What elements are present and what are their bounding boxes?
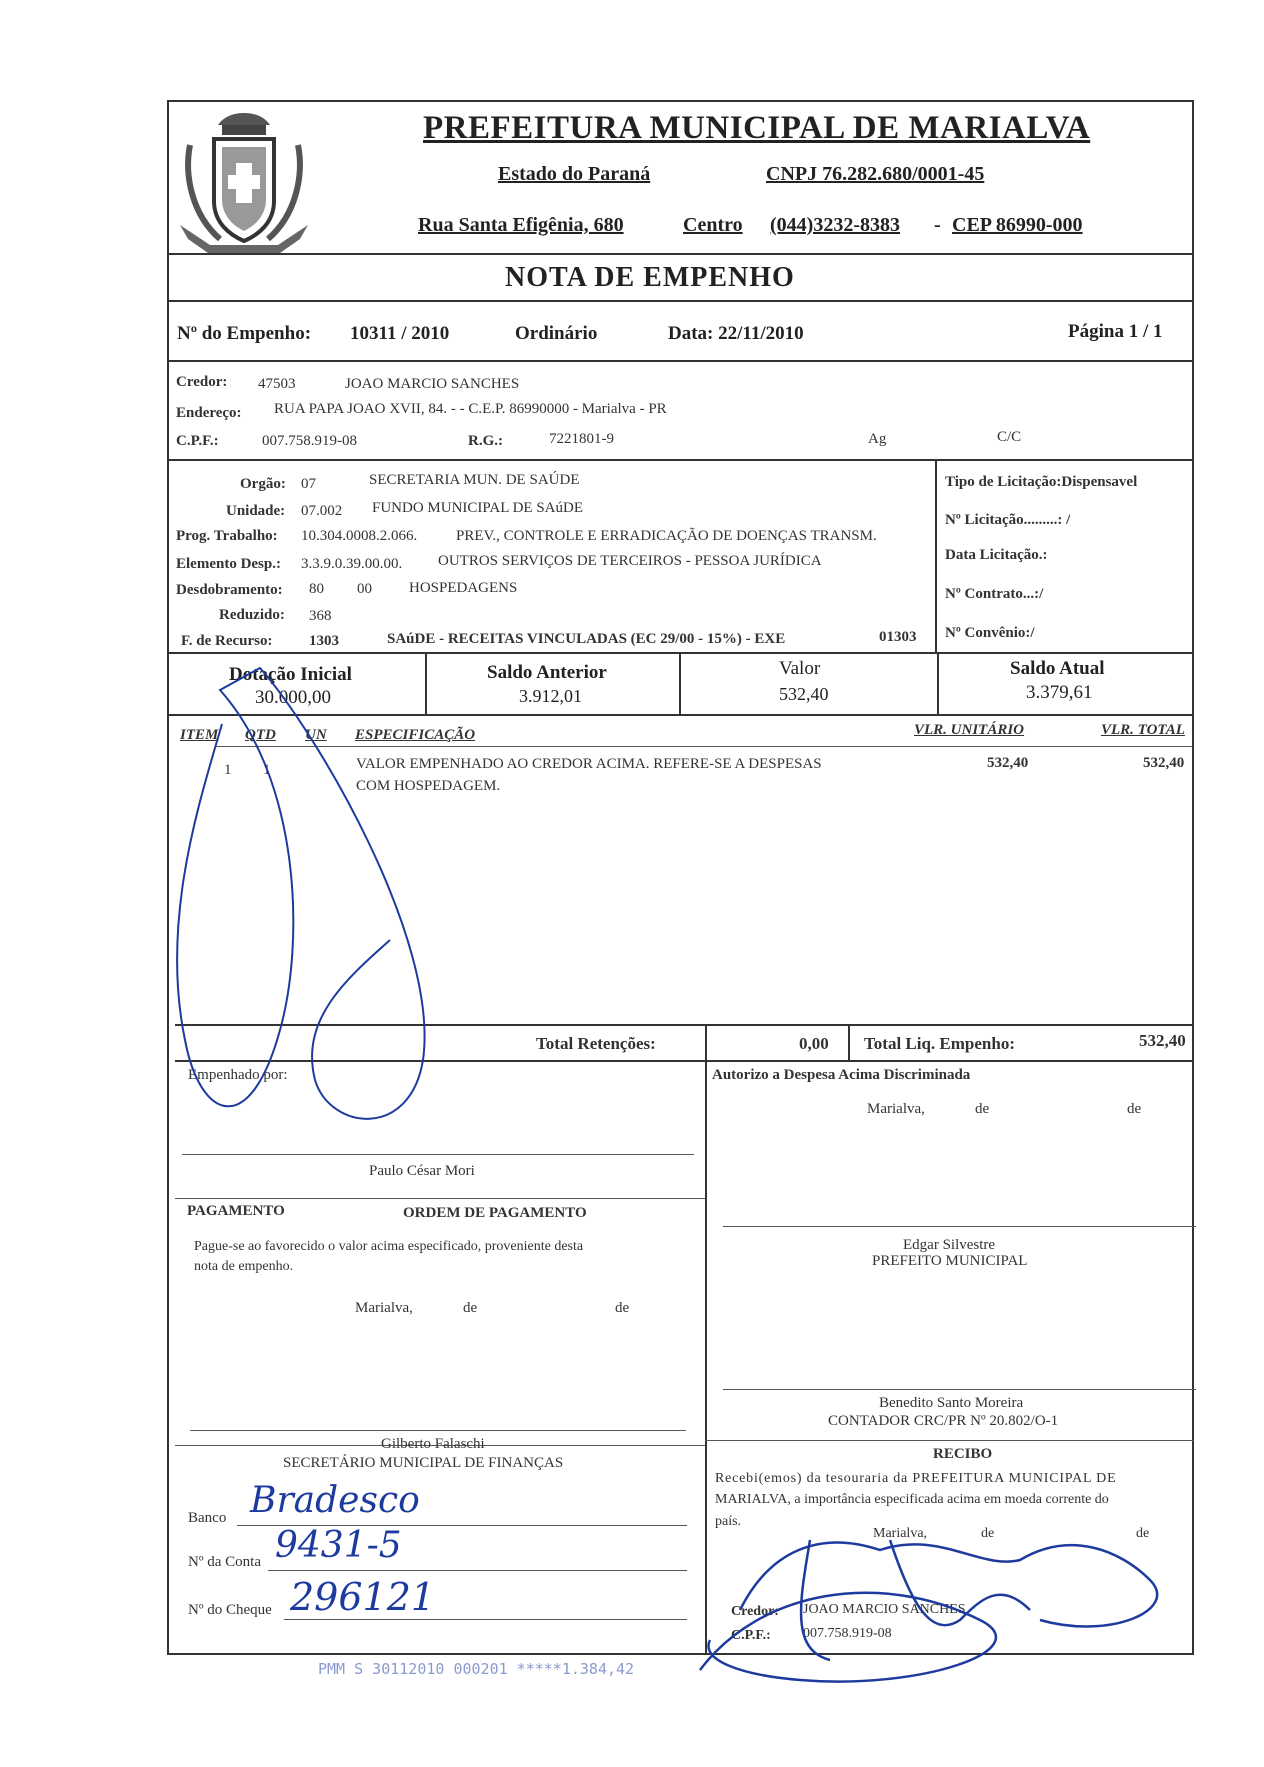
cheque-label: Nº do Cheque [188, 1602, 272, 1618]
prog-code: 10.304.0008.2.066. [301, 528, 418, 544]
credor-cpf-label: C.P.F.: [176, 433, 219, 449]
unidade-label: Unidade: [226, 503, 286, 519]
recibo-credor-label: Credor: [731, 1604, 779, 1619]
col-especificacao: ESPECIFICAÇÃO [355, 727, 476, 743]
credor-address: RUA PAPA JOAO XVII, 84. - - C.E.P. 86990000 - Marialva - PR [274, 401, 667, 417]
header-district: Centro [683, 214, 743, 236]
col-vlr-total: VLR. TOTAL [1101, 722, 1185, 738]
desdobramento-a: 80 [309, 581, 324, 597]
pen-check-mark [140, 640, 470, 1180]
totals-divider-1 [705, 1024, 707, 1060]
unidade-desc: FUNDO MUNICIPAL DE SAúDE [372, 500, 583, 516]
secretario-signature-line [190, 1430, 686, 1431]
recibo-line3: país. [715, 1514, 742, 1529]
numero-contrato: Nº Contrato...:/ [945, 586, 1044, 602]
header-cnpj: CNPJ 76.282.680/0001-45 [766, 163, 985, 185]
recurso-code-right: 01303 [879, 629, 917, 645]
cheque-line [284, 1619, 687, 1620]
rule-after-title [167, 300, 1194, 302]
credor-cc-label: C/C [997, 429, 1022, 445]
contador-role: CONTADOR CRC/PR Nº 20.802/O-1 [828, 1413, 1059, 1429]
rule-before-recibo [705, 1440, 1194, 1441]
desdobramento-label: Desdobramento: [176, 582, 283, 598]
recibo-title: RECIBO [933, 1446, 993, 1462]
empenhado-label: Empenhado por: [188, 1067, 288, 1083]
rule-after-header [167, 253, 1194, 255]
header-dash: - [934, 214, 941, 236]
header-cep: CEP 86990-000 [952, 214, 1083, 236]
rule-after-credor [167, 459, 1194, 461]
ordem-de-1: de [463, 1300, 478, 1316]
empenho-label: Nº do Empenho: [177, 323, 312, 344]
recibo-de-2: de [1136, 1526, 1150, 1541]
empenho-type: Ordinário [515, 323, 598, 344]
empenho-number: 10311 / 2010 [350, 323, 450, 344]
header-title: PREFEITURA MUNICIPAL DE MARIALVA [423, 110, 1091, 146]
prefeito-signature-line [723, 1226, 1196, 1227]
rule-after-empenhado [175, 1198, 705, 1199]
dotacao-inicial-value: 30.000,00 [255, 687, 331, 708]
total-retencoes-value: 0,00 [799, 1034, 829, 1053]
col-vlr-unitario: VLR. UNITÁRIO [914, 722, 1025, 738]
data-licitacao: Data Licitação.: [945, 547, 1048, 563]
reduzido-value: 368 [309, 608, 332, 624]
rule-after-empenho [167, 360, 1194, 362]
contador-name: Benedito Santo Moreira [879, 1395, 1024, 1411]
saldo-atual-value: 3.379,61 [1026, 682, 1093, 703]
pague-se-line1: Pague-se ao favorecido o valor acima especificado, proveniente desta [194, 1239, 584, 1254]
valor-label: Valor [779, 658, 821, 679]
autorizo-place: Marialva, [867, 1101, 925, 1117]
recurso-label: F. de Recurso: [181, 633, 273, 649]
pague-se-line2: nota de empenho. [194, 1259, 294, 1274]
reduzido-label: Reduzido: [219, 607, 285, 623]
licitacao-divider [935, 459, 937, 652]
item-spec-line2: COM HOSPEDAGEM. [356, 778, 501, 794]
credor-cpf: 007.758.919-08 [262, 433, 357, 449]
recibo-line1: Recebi(emos) da tesouraria da PREFEITURA MUNICIPAL DE [715, 1471, 1117, 1486]
saldo-divider-3 [937, 652, 939, 714]
orgao-code: 07 [301, 476, 316, 492]
recibo-cpf: 007.758.919-08 [803, 1626, 892, 1641]
empenho-date: Data: 22/11/2010 [668, 323, 804, 344]
dotacao-inicial-label: Dotação Inicial [229, 664, 352, 685]
header-phone: (044)3232-8383 [770, 214, 900, 236]
elemento-code: 3.3.9.0.39.00.00. [301, 556, 403, 572]
ordem-place: Marialva, [355, 1300, 413, 1316]
desdobramento-desc: HOSPEDAGENS [409, 580, 518, 596]
banco-handwritten: Bradesco [250, 1480, 420, 1521]
credor-name: JOAO MARCIO SANCHES [345, 376, 520, 392]
item-unit-value: 532,40 [987, 755, 1029, 771]
autorizo-de-1: de [975, 1101, 990, 1117]
credor-rg-label: R.G.: [468, 433, 503, 449]
autorizo-text: Autorizo a Despesa Acima Discriminada [712, 1067, 971, 1083]
item-qtd: 1 [263, 762, 271, 778]
credor-ag-label: Ag [868, 431, 887, 447]
desdobramento-b: 00 [357, 581, 372, 597]
saldo-divider-2 [679, 652, 681, 714]
unidade-code: 07.002 [301, 503, 343, 519]
col-un: UN [305, 727, 327, 743]
total-liquido-value: 532,40 [1139, 1031, 1186, 1050]
page-number: Página 1 / 1 [1068, 321, 1163, 342]
secretario-name: Gilberto Falaschi [381, 1436, 485, 1452]
conta-line [268, 1570, 687, 1571]
banco-label: Banco [188, 1510, 227, 1526]
credor-code: 47503 [258, 376, 296, 392]
ordem-pagamento-title: ORDEM DE PAGAMENTO [403, 1205, 587, 1221]
conta-handwritten: 9431-5 [275, 1525, 402, 1566]
empenhado-name: Paulo César Mori [369, 1163, 475, 1179]
credor-label: Credor: [176, 374, 228, 390]
saldo-anterior-label: Saldo Anterior [487, 662, 607, 683]
secretario-role: SECRETÁRIO MUNICIPAL DE FINANÇAS [283, 1455, 564, 1471]
totals-divider-2 [848, 1024, 850, 1060]
total-retencoes-label: Total Retenções: [536, 1034, 656, 1053]
pagamento-title: PAGAMENTO [187, 1203, 285, 1219]
credor-address-label: Endereço: [176, 405, 242, 421]
autorizo-de-2: de [1127, 1101, 1142, 1117]
prefeito-signature [680, 1490, 1220, 1690]
recibo-cpf-label: C.P.F.: [731, 1628, 771, 1643]
numero-licitacao: Nº Licitação.........: / [945, 512, 1071, 528]
orgao-label: Orgão: [240, 476, 286, 492]
recibo-de-1: de [981, 1526, 995, 1541]
recibo-line2: MARIALVA, a importância especificada acima em moeda corrente do [715, 1492, 1109, 1507]
payment-stamp: PMM S 30112010 000201 *****1.384,42 [318, 1660, 635, 1678]
numero-convenio: Nº Convênio:/ [945, 625, 1035, 641]
conta-label: Nº da Conta [188, 1554, 261, 1570]
document-title: NOTA DE EMPENHO [505, 262, 795, 293]
header-state: Estado do Paraná [498, 163, 651, 185]
orgao-desc: SECRETARIA MUN. DE SAÚDE [369, 472, 580, 488]
recurso-desc: SAúDE - RECEITAS VINCULADAS (EC 29/00 - 15%) - EXE [387, 631, 786, 647]
item-spec-line1: VALOR EMPENHADO AO CREDOR ACIMA. REFERE-SE A DESPESAS [356, 756, 822, 772]
total-liquido-label: Total Liq. Empenho: [864, 1034, 1015, 1053]
recibo-credor-name: JOAO MARCIO SANCHES [803, 1602, 966, 1617]
prog-desc: PREV., CONTROLE E ERRADICAÇÃO DE DOENÇAS TRANSM. [456, 528, 877, 544]
prog-label: Prog. Trabalho: [176, 528, 278, 544]
credor-rg: 7221801-9 [549, 431, 614, 447]
cheque-handwritten: 296121 [290, 1575, 436, 1619]
recurso-code: 1303 [309, 633, 339, 649]
saldo-anterior-value: 3.912,01 [519, 686, 582, 706]
valor-value: 532,40 [779, 684, 829, 704]
prefeito-name: Edgar Silvestre [903, 1237, 996, 1253]
header-address: Rua Santa Efigênia, 680 [418, 214, 624, 236]
contador-signature-line [723, 1389, 1196, 1390]
item-number: 1 [224, 762, 232, 778]
col-qtd: QTD [245, 727, 276, 743]
tipo-licitacao: Tipo de Licitação:Dispensavel [945, 474, 1138, 490]
ordem-de-2: de [615, 1300, 630, 1316]
elemento-label: Elemento Desp.: [176, 556, 281, 572]
recibo-place: Marialva, [873, 1526, 928, 1541]
elemento-desc: OUTROS SERVIÇOS DE TERCEIROS - PESSOA JURÍDICA [438, 553, 822, 569]
saldo-atual-label: Saldo Atual [1010, 658, 1105, 679]
col-item: ITEM [180, 727, 219, 743]
item-total-value: 532,40 [1143, 755, 1185, 771]
prefeito-role: PREFEITO MUNICIPAL [872, 1253, 1028, 1269]
